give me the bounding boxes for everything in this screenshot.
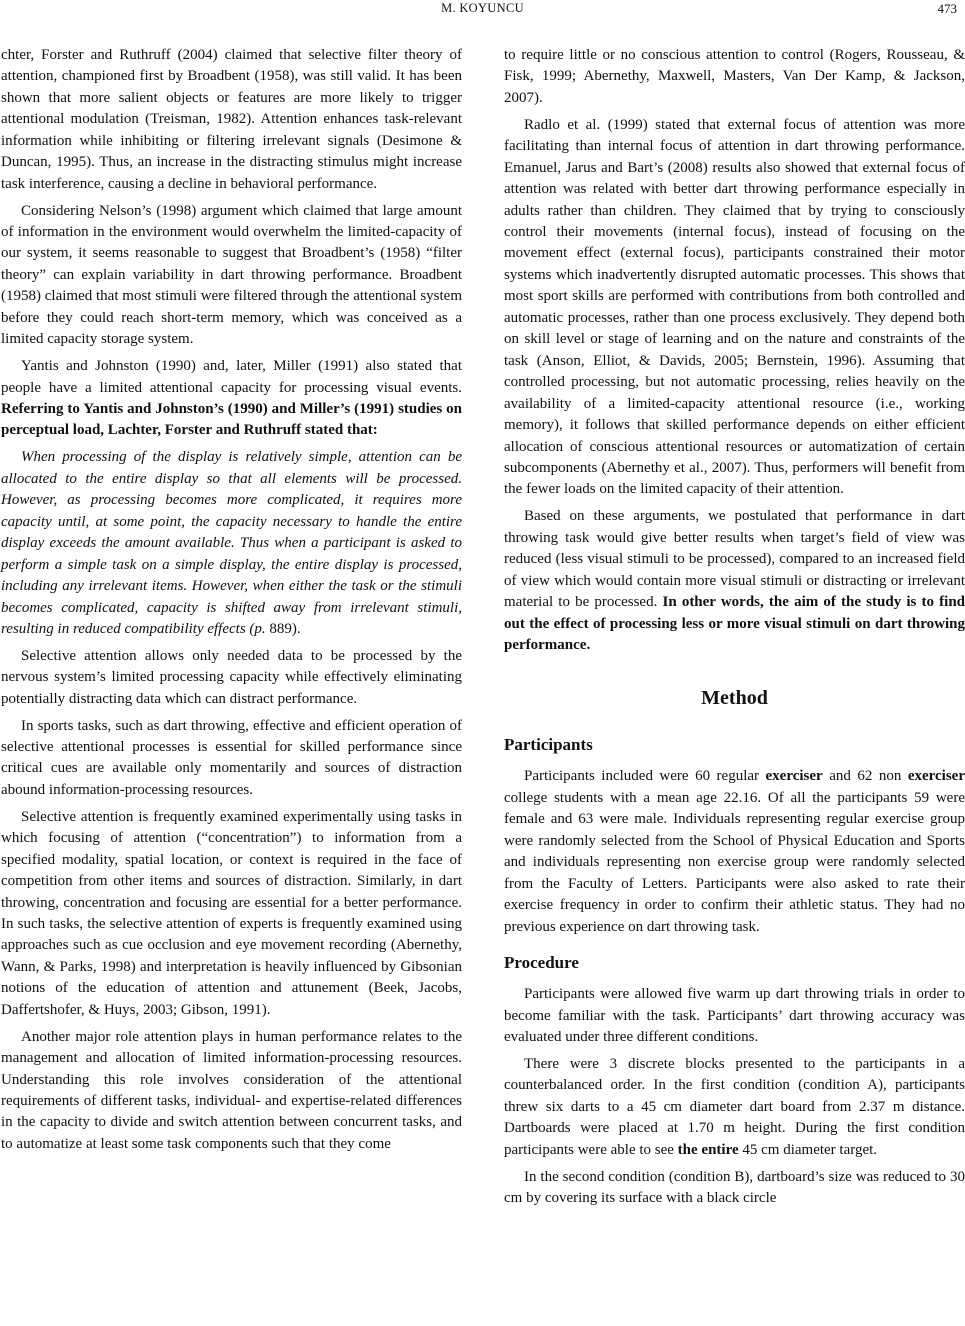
paragraph-text: Yantis and Johnston (1990) and, later, Miller (1991) also stated that people have a limited attentional capacity for processing visual events.	[1, 358, 462, 396]
paragraph-text: and 62 non	[829, 768, 902, 785]
running-head	[0, 0, 965, 22]
paragraph-text: Participants included were 60 regular	[524, 768, 760, 785]
block-quote	[1, 447, 462, 640]
subsection-heading-procedure: Procedure	[504, 953, 579, 973]
paragraph-text: Based on these arguments, we postulated that performance in dart throwing task would give better results when target’s field of view was reduced (less visual stimuli to be processed), compared to an increased field of view which would contain more visual stimuli or distracting or irrelevant material to be processed.	[504, 508, 965, 611]
paragraph: Participants were allowed five warm up dart throwing trials in order to become familiar with the task. Participants’ dart throwing accuracy was evaluated under three different conditions.	[504, 986, 965, 1045]
paragraph: Another major role attention plays in human performance relates to the management and allocation of limited information-processing resources. Understanding this role involves consideration of the attentional requirements of different tasks, individual- and expertise-related differences in the capacity to divide and switch attention between concurrent tasks, and to automatize at least some task components such that they come	[1, 1028, 462, 1152]
paragraph: Considering Nelson’s (1998) argument which claimed that large amount of information in the environment would overwhelm the limited-capacity of our system, it seems reasonable to suggest that Broadbent’s (1958) “filter theory” can explain variability in dart throwing performance. Broadbent (1958) claimed that most stimuli were filtered through the attentional system before they could reach short-term memory, which was conceived as a limited capacity storage system.	[1, 202, 462, 348]
paragraph-bold-text: Referring to Yantis and Johnston’s (1990) and Miller’s (1991) studies on perceptual load, Lachter, Forster and Ruthruff stated that:	[1, 401, 462, 439]
subsection-heading-participants: Participants	[504, 735, 593, 755]
right-column	[504, 45, 965, 1209]
paragraph: Selective attention is frequently examined experimentally using tasks in which focusing of attention (“concentration”) to information from a specified modality, spatial location, or context is required in the face of competition from other items and sources of distraction. Similarly, in dart throwing, concentration and focusing are essential for a better performance. In such tasks, the selective attention of experts is frequently examined using approaches such as cue occlusion and eye movement recording (Abernethy, Wann, & Parks, 1998) and interpretation is heavily influenced by Gibsonian notions of the education of attention and attunement (Beek, Jacobs, Daffertshofer, & Huys, 2003; Gibson, 1991).	[1, 808, 462, 1018]
bold-term: exerciser	[765, 768, 823, 785]
quote-text: When processing of the display is relatively simple, attention can be allocated to the entire display so that all elements will be processed. However, as processing becomes more complicated, it requires more capacity until, at some point, the capacity necessary to handle the entire display exceeds the amount available. Thus when a participant is asked to perform a simple task on a simple display, the entire display is processed, including any irrelevant items. However, when either the task or the stimuli becomes complicated, capacity is shifted away from irrelevant stimuli, resulting in reduced compatibility effects (p.	[1, 449, 462, 637]
paragraph	[504, 766, 965, 938]
paragraph	[504, 1054, 965, 1161]
paragraph: chter, Forster and Ruthruff (2004) claimed that selective filter theory of attention, championed first by Broadbent (1958), was still valid. It has been shown that more salient objects or features are more likely to trigger attentional modulation (Treisman, 1982). Attention enhances task-relevant information while inhibiting or filtering irrelevant signals (Desimone & Duncan, 1995). Thus, an increase in the distracting stimulus might increase task interference, causing a decline in behavioral performance.	[1, 47, 462, 192]
bold-term: exerciser	[907, 768, 965, 785]
left-column	[1, 45, 462, 1155]
running-head-author: M. KOYUNCU	[441, 1, 524, 15]
paragraph-bold-text: In other words, the aim of the study is to find out the effect of processing less or more visual stimuli on dart throwing performance.	[504, 594, 965, 654]
paragraph: In sports tasks, such as dart throwing, effective and efficient operation of selective attentional processes is essential for skilled performance since critical cues are available only momentarily and sources of distraction abound information-processing resources.	[1, 717, 462, 798]
paragraph-text: 45 cm diameter target.	[742, 1141, 878, 1158]
bold-term: the entire	[677, 1141, 739, 1158]
paragraph: Selective attention allows only needed data to be processed by the nervous system’s limited processing capacity while effectively eliminating potentially distracting data which can distract performance.	[1, 647, 462, 707]
quote-page: 889).	[269, 620, 301, 637]
paragraph: In the second condition (condition B), dartboard’s size was reduced to 30 cm by covering its surface with a black circle	[504, 1168, 965, 1206]
paragraph: Radlo et al. (1999) stated that external focus of attention was more facilitating than internal focus of attention in dart throwing performance. Emanuel, Jarus and Bart’s (2008) results also showed that external focus of attention was related with better dart throwing performance especially in adults rather than children. They claimed that by trying to consciously control their movements (internal focus), instead of focusing on the movement effect (external focus), participants constrained their motor systems which inadvertently disrupted automatic processes. This shows that most sport skills are performed with contributions from both controlled and automatic processes, rather than one process exclusively. They depend both on skill level or stage of learning and on the nature and constraints of the task (Anson, Elliot, & Davids, 2005; Bernstein, 1996). Assuming that controlled processing, but not automatic processing, relies heavily on the availability of a limited-capacity attentional resource (i.e., working memory), it follows that skilled performance depends on either efficient allocation of conscious attentional resources or automatization of certain subcomponents (Abernethy et al., 2007). Thus, performers will benefit from the fewer loads on the limited capacity of their attention.	[504, 116, 965, 498]
paragraph-text: There were 3 discrete blocks presented to the participants in a counterbalanced order. In the first condition (condition A), participants threw six darts to a 45 cm diameter dart board from 2.37 m distance. Dartboards were placed at 1.70 m height. During the first condition participants were able to see	[504, 1055, 965, 1158]
page-number: 473	[937, 1, 957, 16]
paragraph: to require little or no conscious attention to control (Rogers, Rousseau, & Fisk, 1999; Abernethy, Maxwell, Masters, Van Der Kamp, & Jackson, 2007).	[504, 47, 965, 106]
paragraph-text: college students with a mean age 22.16. Of all the participants 59 were female and 63 were male. Individuals representing regular exercise group were randomly selected from the School of Physical Education and Sports and individuals representing non exercise group were randomly selected from the Faculty of Letters. Participants were also asked to rate their exercise frequency in order to confirm their athletic status. They had no previous experience on dart throwing task.	[504, 789, 965, 935]
paragraph	[1, 356, 462, 442]
paragraph	[504, 506, 965, 656]
section-heading-method: Method	[701, 687, 768, 710]
